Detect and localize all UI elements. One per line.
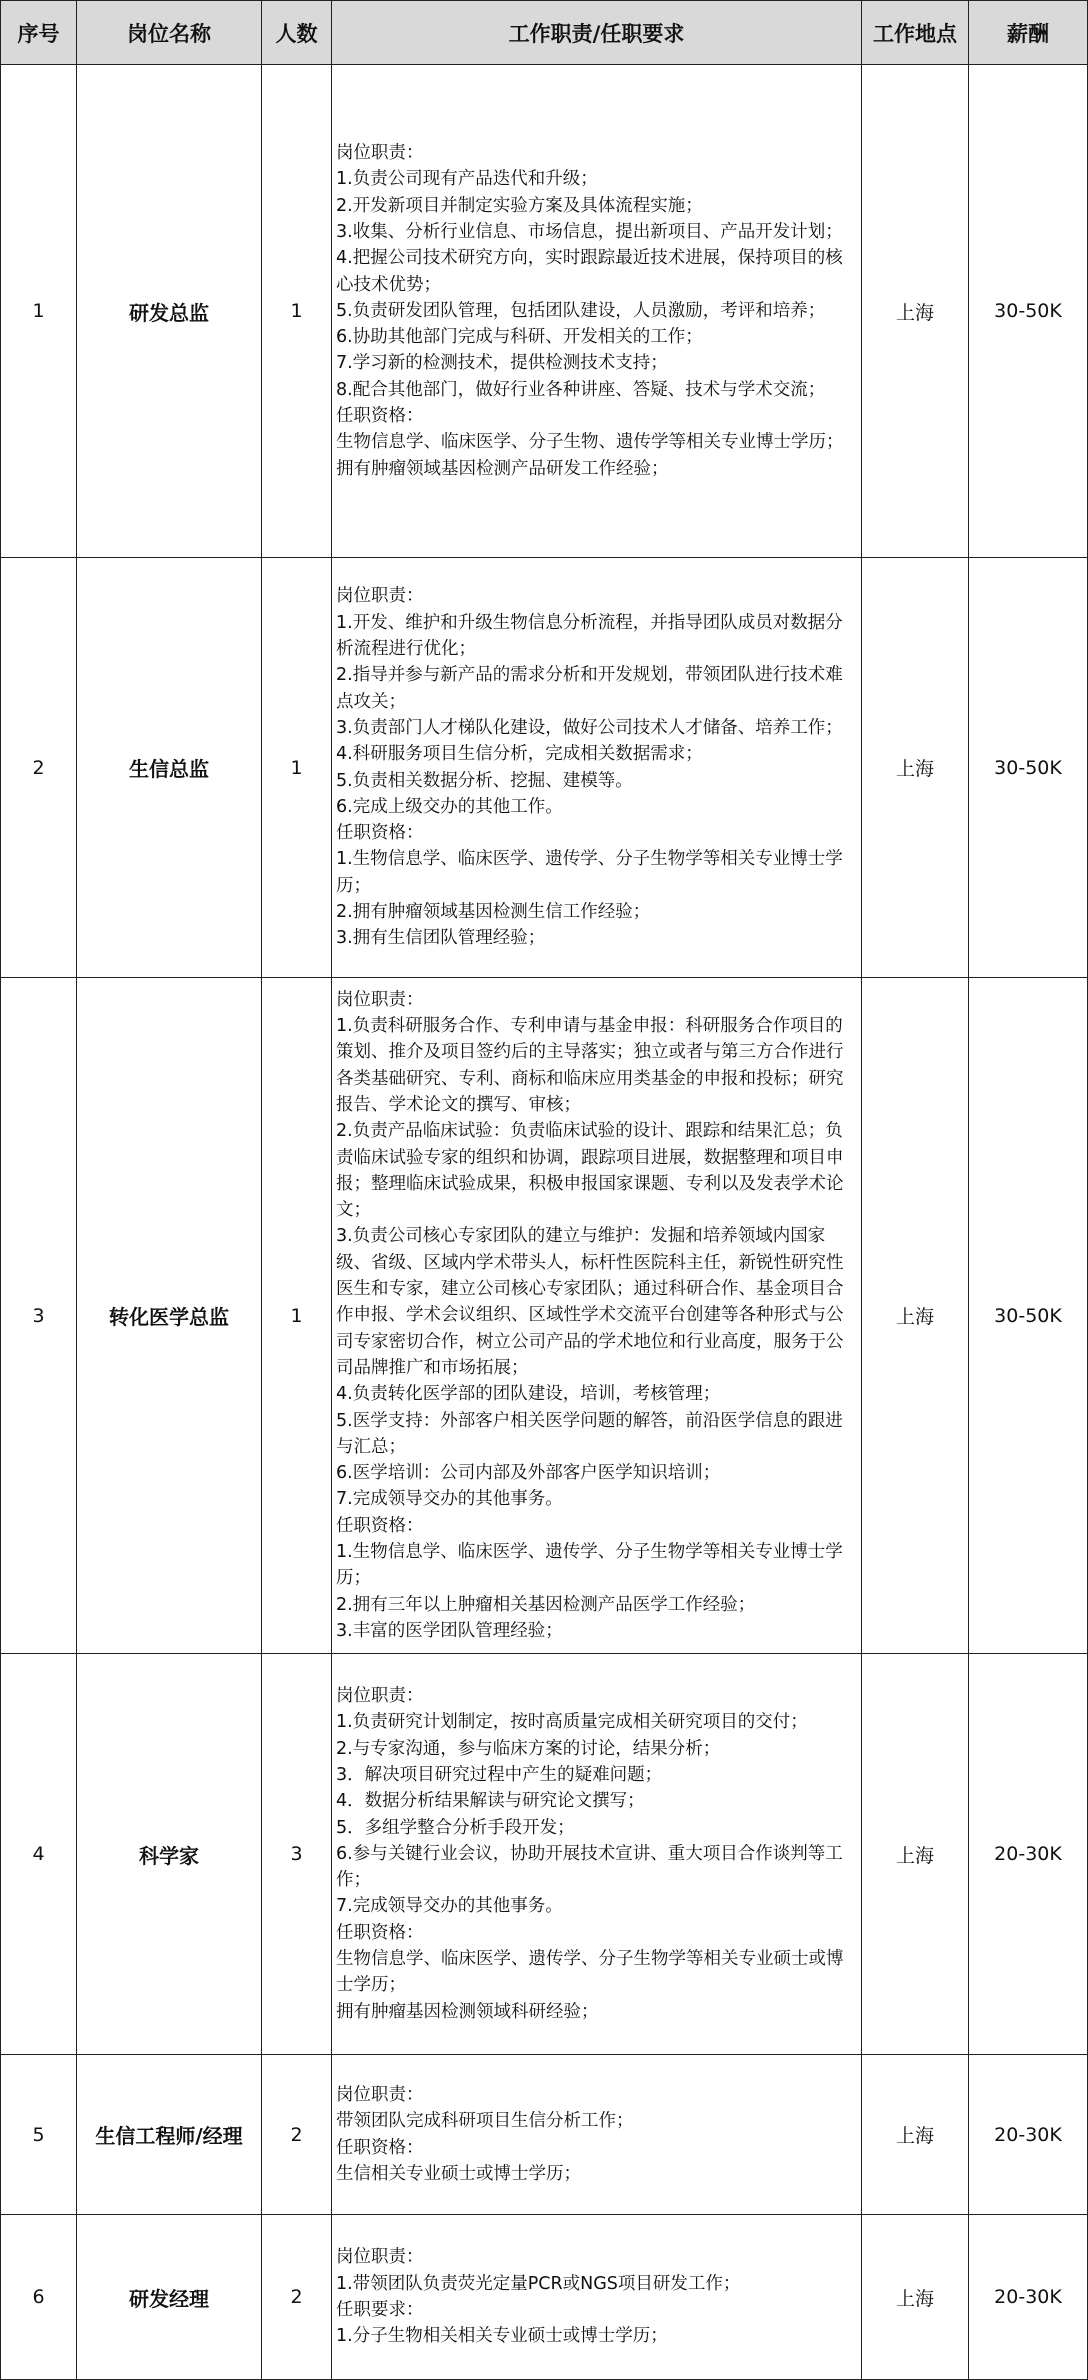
header-count: 人数 bbox=[262, 1, 332, 65]
row-number: 1 bbox=[1, 65, 77, 558]
header-no: 序号 bbox=[1, 1, 77, 65]
duty-line: 任职资格： bbox=[336, 1922, 424, 1943]
work-location: 上海 bbox=[862, 1654, 969, 2055]
duty-line: 2.指导并参与新产品的需求分析和开发规划，带领团队进行技术难点攻关； bbox=[336, 665, 843, 712]
duty-cell bbox=[332, 2055, 862, 2215]
duty-cell bbox=[332, 65, 862, 558]
duty-line: 1.开发、维护和升级生物信息分析流程，并指导团队成员对数据分析流程进行优化； bbox=[336, 612, 843, 660]
duty-line: 3.丰富的医学团队管理经验； bbox=[336, 1620, 563, 1641]
job-title: 研发总监 bbox=[77, 65, 262, 558]
duty-line: 1.带领团队负责荧光定量PCR或NGS项目研发工作； bbox=[336, 2273, 741, 2294]
headcount: 1 bbox=[262, 558, 332, 978]
duty-line: 生信相关专业硕士或博士学历； bbox=[336, 2163, 581, 2184]
duty-line: 6.医学培训：公司内部及外部客户医学知识培训； bbox=[336, 1463, 721, 1484]
work-location: 上海 bbox=[862, 558, 969, 978]
duty-line: 岗位职责： bbox=[336, 2247, 424, 2268]
header-title: 岗位名称 bbox=[77, 1, 262, 65]
duty-line: 任职资格： bbox=[336, 1515, 424, 1536]
job-title: 生信工程师/经理 bbox=[77, 2055, 262, 2215]
job-title: 生信总监 bbox=[77, 558, 262, 978]
duty-line: 任职资格： bbox=[336, 406, 424, 427]
duty-line: 5．多组学整合分析手段开发； bbox=[336, 1817, 575, 1838]
row-number: 6 bbox=[1, 2215, 77, 2380]
headcount: 1 bbox=[262, 65, 332, 558]
duty-line: 5.医学支持：外部客户相关医学问题的解答，前沿医学信息的跟进与汇总； bbox=[336, 1410, 843, 1457]
duty-line: 1.分子生物相关相关专业硕士或博士学历； bbox=[336, 2326, 668, 2347]
job-title: 科学家 bbox=[77, 1654, 262, 2055]
table-row bbox=[1, 978, 1088, 1654]
duty-line: 4.负责转化医学部的团队建设，培训，考核管理； bbox=[336, 1384, 721, 1405]
duty-line: 2.与专家沟通，参与临床方案的讨论，结果分析； bbox=[336, 1738, 721, 1759]
header-row bbox=[1, 1, 1088, 65]
salary: 30-50K bbox=[969, 65, 1088, 558]
duty-line: 7.完成领导交办的其他事务。 bbox=[336, 1489, 563, 1510]
duty-line: 7.完成领导交办的其他事务。 bbox=[336, 1896, 563, 1917]
duty-line: 拥有肿瘤基因检测领域科研经验； bbox=[336, 2001, 599, 2022]
row-number: 3 bbox=[1, 978, 77, 1654]
duty-line: 2.拥有三年以上肿瘤相关基因检测产品医学工作经验； bbox=[336, 1594, 756, 1615]
table-row bbox=[1, 1654, 1088, 2055]
duty-cell bbox=[332, 558, 862, 978]
work-location: 上海 bbox=[862, 978, 969, 1654]
duty-line: 3．解决项目研究过程中产生的疑难问题； bbox=[336, 1764, 663, 1785]
duty-line: 岗位职责： bbox=[336, 1686, 424, 1707]
table-row bbox=[1, 2055, 1088, 2215]
duty-line: 岗位职责： bbox=[336, 989, 424, 1010]
duty-line: 3.拥有生信团队管理经验； bbox=[336, 928, 546, 949]
duty-line: 拥有肿瘤领域基因检测产品研发工作经验； bbox=[336, 458, 669, 479]
duty-line: 3.收集、分析行业信息、市场信息，提出新项目、产品开发计划； bbox=[336, 221, 843, 242]
duty-line: 1.生物信息学、临床医学、遗传学、分子生物学等相关专业博士学历； bbox=[336, 849, 843, 896]
duty-line: 4．数据分析结果解读与研究论文撰写； bbox=[336, 1791, 645, 1812]
duty-line: 6.协助其他部门完成与科研、开发相关的工作； bbox=[336, 327, 703, 348]
duty-line: 生物信息学、临床医学、分子生物、遗传学等相关专业博士学历； bbox=[336, 432, 844, 453]
duty-line: 6.完成上级交办的其他工作。 bbox=[336, 796, 563, 817]
salary: 30-50K bbox=[969, 558, 1088, 978]
headcount: 1 bbox=[262, 978, 332, 1654]
salary: 20-30K bbox=[969, 2215, 1088, 2380]
duty-line: 6.参与关键行业会议，协助开展技术宣讲、重大项目合作谈判等工作； bbox=[336, 1843, 843, 1891]
duty-line: 5.负责相关数据分析、挖掘、建模等。 bbox=[336, 770, 633, 791]
duty-line: 1.负责科研服务合作、专利申请与基金申报：科研服务合作项目的策划、推介及项目签约后的主导落实；独立或者与第三方合作进行各类基础研究、专利、商标和临床应用类基金的申报和投标；研究报告、学术论文的撰写、审核； bbox=[336, 1016, 844, 1115]
salary: 20-30K bbox=[969, 1654, 1088, 2055]
duty-line: 岗位职责： bbox=[336, 2084, 424, 2105]
job-title: 转化医学总监 bbox=[77, 978, 262, 1654]
duty-line: 生物信息学、临床医学、遗传学、分子生物学等相关专业硕士或博士学历； bbox=[336, 1949, 844, 1996]
job-title: 研发经理 bbox=[77, 2215, 262, 2380]
headcount: 3 bbox=[262, 1654, 332, 2055]
headcount: 2 bbox=[262, 2055, 332, 2215]
work-location: 上海 bbox=[862, 2215, 969, 2380]
duty-cell bbox=[332, 978, 862, 1654]
header-salary: 薪酬 bbox=[969, 1, 1088, 65]
duty-line: 1.负责公司现有产品迭代和升级； bbox=[336, 169, 598, 190]
work-location: 上海 bbox=[862, 2055, 969, 2215]
duty-line: 岗位职责： bbox=[336, 586, 424, 607]
header-location: 工作地点 bbox=[862, 1, 969, 65]
duty-line: 7.学习新的检测技术，提供检测技术支持； bbox=[336, 353, 668, 374]
duty-line: 1.生物信息学、临床医学、遗传学、分子生物学等相关专业博士学历； bbox=[336, 1542, 843, 1589]
duty-line: 4.把握公司技术研究方向，实时跟踪最近技术进展，保持项目的核心技术优势； bbox=[336, 248, 843, 295]
salary: 20-30K bbox=[969, 2055, 1088, 2215]
duty-line: 3.负责部门人才梯队化建设，做好公司技术人才储备、培养工作； bbox=[336, 717, 843, 738]
duty-line: 2.拥有肿瘤领域基因检测生信工作经验； bbox=[336, 901, 651, 922]
duty-line: 任职资格： bbox=[336, 823, 424, 844]
table-row bbox=[1, 2215, 1088, 2380]
duty-line: 3.负责公司核心专家团队的建立与维护：发掘和培养领域内国家级、省级、区域内学术带头人，标杆性医院科主任，新锐性研究性医生和专家，建立公司核心专家团队；通过科研合作、基金项目合作申报、学术会议组织、区域性学术交流平台创建等各种形式与公司专家密切合作，树立公司产品的学术地位和行业高度，服务于公司品牌推广和市场拓展； bbox=[336, 1226, 844, 1378]
header-duty: 工作职责/任职要求 bbox=[332, 1, 862, 65]
duty-line: 岗位职责： bbox=[336, 143, 424, 164]
duty-line: 1.负责研究计划制定，按时高质量完成相关研究项目的交付； bbox=[336, 1712, 808, 1733]
table-row bbox=[1, 558, 1088, 978]
duty-line: 任职要求： bbox=[336, 2300, 424, 2320]
row-number: 2 bbox=[1, 558, 77, 978]
salary: 30-50K bbox=[969, 978, 1088, 1654]
duty-line: 任职资格： bbox=[336, 2137, 424, 2158]
duty-line: 2.开发新项目并制定实验方案及具体流程实施； bbox=[336, 195, 703, 216]
duty-line: 2.负责产品临床试验：负责临床试验的设计、跟踪和结果汇总；负责临床试验专家的组织和协调，跟踪项目进展，数据整理和项目申报；整理临床试验成果，积极申报国家课题、专利以及发表学术论文； bbox=[336, 1121, 844, 1221]
headcount: 2 bbox=[262, 2215, 332, 2380]
duty-line: 带领团队完成科研项目生信分析工作； bbox=[336, 2111, 634, 2132]
duty-cell bbox=[332, 2215, 862, 2380]
work-location: 上海 bbox=[862, 65, 969, 558]
table-row bbox=[1, 65, 1088, 558]
duty-line: 8.配合其他部门，做好行业各种讲座、答疑、技术与学术交流； bbox=[336, 379, 826, 400]
row-number: 4 bbox=[1, 1654, 77, 2055]
row-number: 5 bbox=[1, 2055, 77, 2215]
duty-line: 5.负责研发团队管理，包括团队建设，人员激励，考评和培养； bbox=[336, 300, 826, 321]
duty-cell bbox=[332, 1654, 862, 2055]
duty-line: 4.科研服务项目生信分析，完成相关数据需求； bbox=[336, 744, 703, 765]
